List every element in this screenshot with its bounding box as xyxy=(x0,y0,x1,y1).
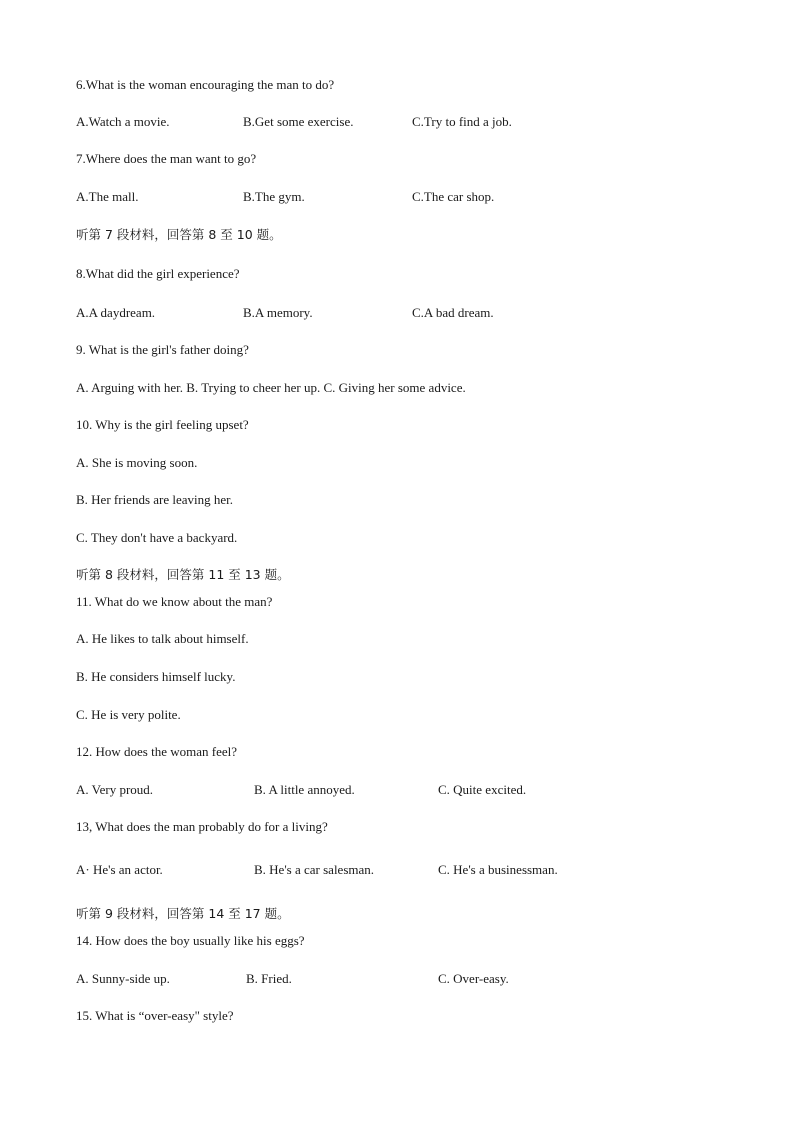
q6-option-a: A.Watch a movie. xyxy=(76,114,170,129)
section-7-heading: 听第 7 段材料，回答第 8 至 10 题。 xyxy=(76,227,282,242)
q10-option-c: C. They don't have a backyard. xyxy=(76,530,238,545)
question-14: 14. How does the boy usually like his eggs? xyxy=(76,933,305,948)
question-6: 6.What is the woman encouraging the man to do? xyxy=(76,77,335,92)
question-12: 12. How does the woman feel? xyxy=(76,744,238,759)
question-10: 10. Why is the girl feeling upset? xyxy=(76,417,249,432)
q7-option-c: C.The car shop. xyxy=(412,189,495,204)
question-7: 7.Where does the man want to go? xyxy=(76,151,257,166)
q8-option-b: B.A memory. xyxy=(243,305,313,320)
question-15: 15. What is “over-easy" style? xyxy=(76,1008,234,1023)
q12-option-a: A. Very proud. xyxy=(76,782,154,797)
q11-option-b: B. He considers himself lucky. xyxy=(76,669,236,684)
q14-option-a: A. Sunny-side up. xyxy=(76,971,170,986)
q12-option-c: C. Quite excited. xyxy=(438,782,527,797)
section-9-heading: 听第 9 段材料，回答第 14 至 17 题。 xyxy=(76,906,290,921)
q6-option-c: C.Try to find a job. xyxy=(412,114,512,129)
q9-options: A. Arguing with her. B. Trying to cheer her up. C. Giving her some advice. xyxy=(76,380,466,395)
q8-option-c: C.A bad dream. xyxy=(412,305,494,320)
question-11: 11. What do we know about the man? xyxy=(76,594,273,609)
q14-option-c: C. Over-easy. xyxy=(438,971,509,986)
question-8: 8.What did the girl experience? xyxy=(76,266,240,281)
q13-option-a: A· He's an actor. xyxy=(76,862,163,877)
q13-option-c: C. He's a businessman. xyxy=(438,862,558,877)
q7-option-b: B.The gym. xyxy=(243,189,305,204)
q13-option-b: B. He's a car salesman. xyxy=(254,862,375,877)
question-9: 9. What is the girl's father doing? xyxy=(76,342,249,357)
q11-option-a: A. He likes to talk about himself. xyxy=(76,631,249,646)
q11-option-c: C. He is very polite. xyxy=(76,707,181,722)
q7-option-a: A.The mall. xyxy=(76,189,139,204)
section-8-heading: 听第 8 段材料，回答第 11 至 13 题。 xyxy=(76,567,290,582)
q6-option-b: B.Get some exercise. xyxy=(243,114,354,129)
q10-option-a: A. She is moving soon. xyxy=(76,455,198,470)
q8-option-a: A.A daydream. xyxy=(76,305,156,320)
q14-option-b: B. Fried. xyxy=(246,971,292,986)
q12-option-b: B. A little annoyed. xyxy=(254,782,355,797)
question-13: 13, What does the man probably do for a living? xyxy=(76,819,328,834)
q10-option-b: B. Her friends are leaving her. xyxy=(76,492,234,507)
